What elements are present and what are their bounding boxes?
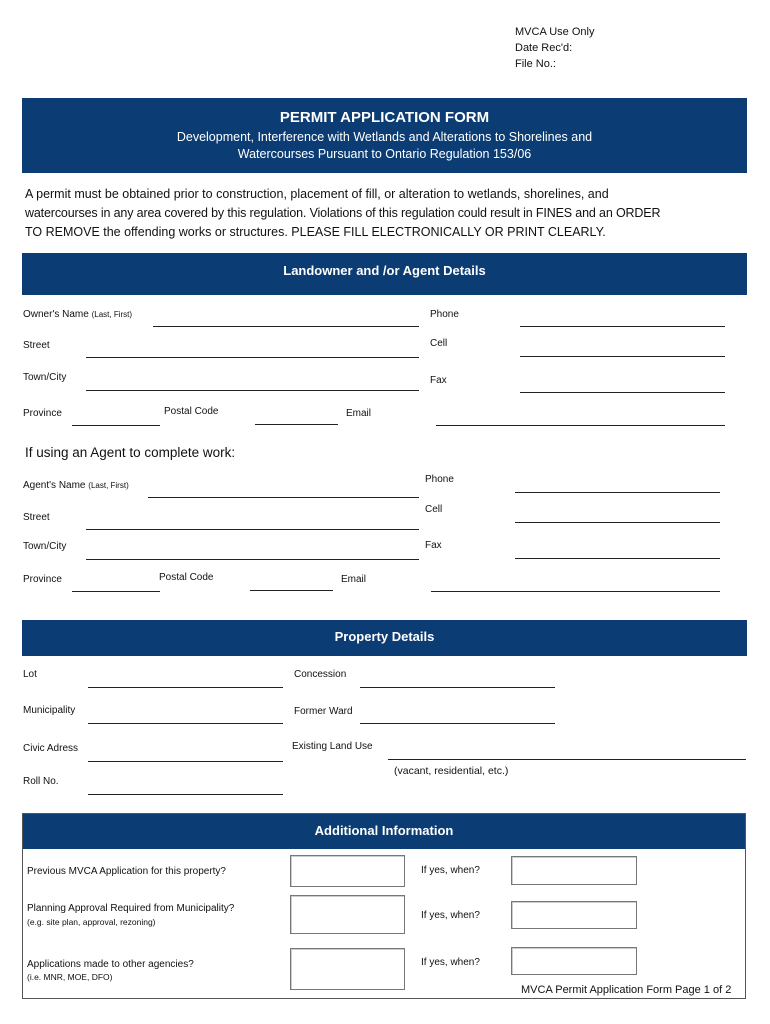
owner-cell-label: Cell	[430, 338, 448, 349]
planning-approval-when-input[interactable]	[511, 901, 637, 929]
agent-name-label	[23, 480, 129, 491]
agent-name-field[interactable]	[148, 497, 419, 498]
other-agencies-hint: (i.e. MNR, MOE, DFO)	[27, 972, 113, 982]
municipality-label: Municipality	[23, 705, 76, 716]
owner-province-field[interactable]	[72, 425, 160, 426]
previous-application-question: Previous MVCA Application for this property?	[27, 866, 226, 877]
civic-address-label: Civic Adress	[23, 743, 79, 754]
intro-line-3: TO REMOVE the offending works or structures. PLEASE FILL ELECTRONICALLY OR PRINT CLEARLY.	[25, 225, 606, 239]
owner-cell-field[interactable]	[520, 356, 725, 357]
previous-application-input[interactable]	[290, 855, 405, 887]
agent-phone-field[interactable]	[515, 492, 720, 493]
agent-street-label: Street	[23, 512, 50, 523]
former-ward-field[interactable]	[360, 723, 555, 724]
property-section-header	[22, 620, 747, 656]
planning-approval-hint: (e.g. site plan, approval, rezoning)	[27, 917, 156, 927]
agent-heading: If using an Agent to complete work:	[25, 445, 236, 460]
owner-province-label: Province	[23, 408, 62, 419]
owner-name-hint: (Last, First)	[91, 310, 133, 319]
owner-email-label: Email	[346, 408, 372, 419]
existing-land-use-field[interactable]	[388, 759, 746, 760]
agent-phone-label: Phone	[425, 474, 454, 485]
lot-field[interactable]	[88, 687, 283, 688]
owner-phone-label: Phone	[430, 309, 459, 320]
existing-land-use-hint: (vacant, residential, etc.)	[394, 765, 509, 777]
owner-town-label: Town/City	[23, 372, 67, 383]
page-footer: MVCA Permit Application Form Page 1 of 2	[521, 984, 732, 996]
agent-town-label: Town/City	[23, 541, 67, 552]
form-title: PERMIT APPLICATION FORM	[279, 109, 490, 126]
agent-email-field[interactable]	[431, 591, 720, 592]
agent-email-label: Email	[341, 574, 367, 585]
concession-label: Concession	[294, 669, 347, 680]
owner-name-label	[23, 309, 132, 320]
owner-email-field[interactable]	[436, 425, 725, 426]
property-section-title: Property Details	[334, 629, 435, 644]
planning-approval-question: Planning Approval Required from Municipality?	[27, 903, 235, 914]
concession-field[interactable]	[360, 687, 555, 688]
agent-fax-label: Fax	[425, 540, 442, 551]
agent-name-text: Agent's Name	[23, 480, 86, 491]
owner-fax-label: Fax	[430, 375, 447, 386]
planning-approval-input[interactable]	[290, 895, 405, 934]
agent-town-field[interactable]	[86, 559, 419, 560]
roll-number-label: Roll No.	[23, 776, 59, 787]
agent-province-field[interactable]	[72, 591, 160, 592]
other-agencies-when-label: If yes, when?	[421, 957, 480, 968]
agent-street-field[interactable]	[86, 529, 419, 530]
planning-approval-when-label: If yes, when?	[421, 910, 480, 921]
form-subtitle-line-2: Watercourses Pursuant to Ontario Regulation 153/06	[237, 147, 532, 161]
civic-address-field[interactable]	[88, 761, 283, 762]
owner-street-field[interactable]	[86, 357, 419, 358]
agent-cell-label: Cell	[425, 504, 443, 515]
other-agencies-input[interactable]	[290, 948, 405, 990]
other-agencies-question: Applications made to other agencies?	[27, 959, 194, 970]
intro-line-2: watercourses in any area covered by this regulation. Violations of this regulation could result in FINES and an ORDER	[25, 206, 661, 220]
agent-province-label: Province	[23, 574, 62, 585]
municipality-field[interactable]	[88, 723, 283, 724]
intro-line-1: A permit must be obtained prior to construction, placement of fill, or alteration to wetlands, shorelines, and	[25, 187, 609, 201]
owner-phone-field[interactable]	[520, 326, 725, 327]
agent-cell-field[interactable]	[515, 522, 720, 523]
former-ward-label: Former Ward	[294, 706, 353, 717]
owner-postal-field[interactable]	[255, 424, 338, 425]
owner-town-field[interactable]	[86, 390, 419, 391]
owner-name-text: Owner's Name	[23, 309, 89, 320]
existing-land-use-label: Existing Land Use	[292, 741, 373, 752]
form-subtitle-line-1: Development, Interference with Wetlands and Alterations to Shorelines and	[176, 130, 593, 144]
form-header	[22, 98, 747, 173]
lot-label: Lot	[23, 669, 37, 680]
owner-street-label: Street	[23, 340, 50, 351]
other-agencies-when-input[interactable]	[511, 947, 637, 975]
additional-section-header	[23, 814, 745, 849]
owner-fax-field[interactable]	[520, 392, 725, 393]
owner-postal-label: Postal Code	[164, 406, 219, 417]
agent-name-hint: (Last, First)	[88, 481, 129, 490]
file-number-label: File No.:	[515, 58, 556, 70]
agent-postal-label: Postal Code	[159, 572, 214, 583]
agent-fax-field[interactable]	[515, 558, 720, 559]
previous-application-when-input[interactable]	[511, 856, 637, 885]
landowner-section-title: Landowner and /or Agent Details	[283, 263, 486, 278]
date-received-label: Date Rec'd:	[515, 42, 573, 54]
agent-postal-field[interactable]	[250, 590, 333, 591]
roll-number-field[interactable]	[88, 794, 283, 795]
previous-application-when-label: If yes, when?	[421, 865, 480, 876]
office-use-label: MVCA Use Only	[515, 26, 595, 38]
additional-section-title: Additional Information	[314, 823, 454, 838]
owner-name-field[interactable]	[153, 326, 419, 327]
landowner-section-header	[22, 253, 747, 295]
